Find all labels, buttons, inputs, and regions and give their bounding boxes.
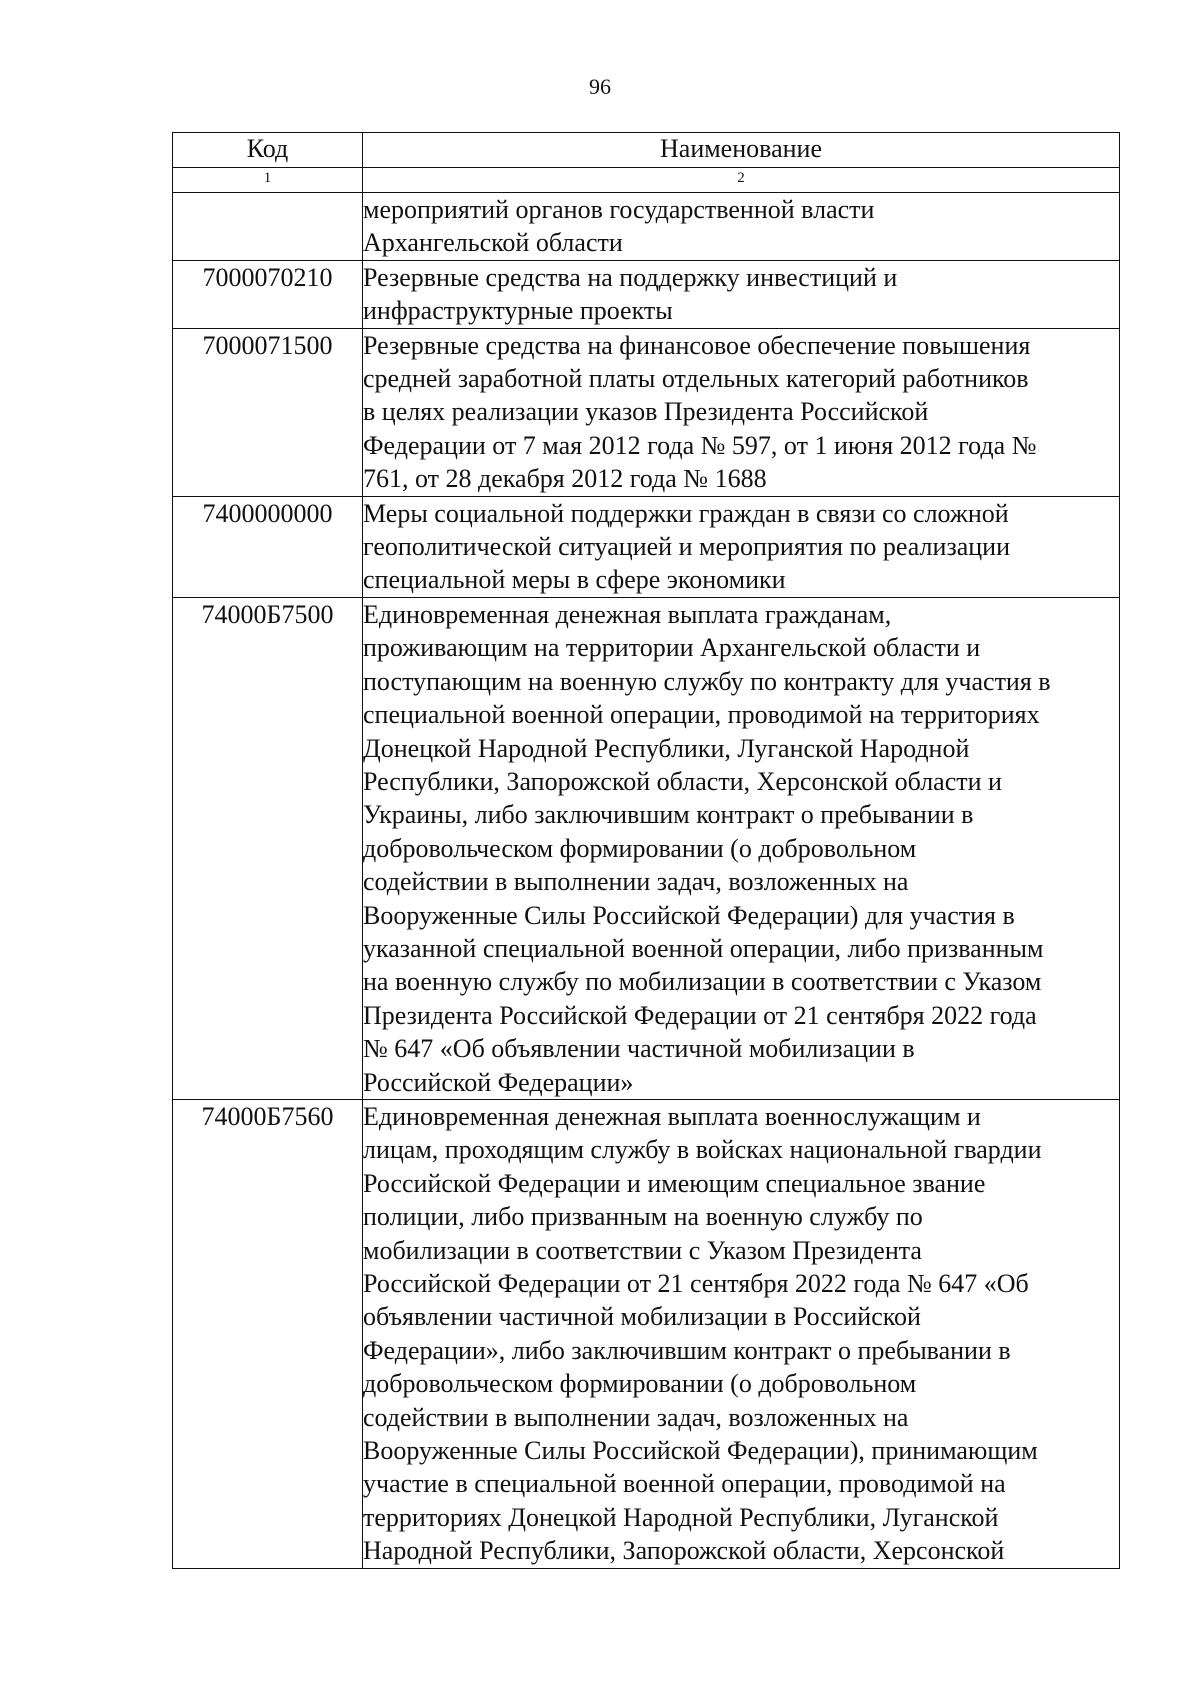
table-row [173, 328, 1120, 496]
table-header-row [173, 133, 1120, 168]
header-code: Код [173, 133, 363, 168]
table-row [173, 496, 1120, 597]
row-name: Резервные средства на поддержку инвестиций и инфраструктурные проекты [363, 260, 1120, 328]
table-row [173, 193, 1120, 261]
table-row [173, 1099, 1120, 1568]
column-number-row [173, 168, 1120, 193]
row-name: Единовременная денежная выплата военнослужащим и лицам, проходящим службу в войсках национальной гвардии Российской Федерации и имеющим специальное звание полиции, либо призванным на военную службу по мобилизации в соответствии с Указом Президента Российской Федерации от 21 сентября 2022 года № 647 «Об объявлении частичной мобилизации в Российской Федерации», либо заключившим контракт о пребывании в добровольческом формировании (о добровольном содействии в выполнении задач, возложенных на Вооруженные Силы Российской Федерации), принимающим участие в специальной военной операции, проводимой на территориях Донецкой Народной Республики, Луганской Народной Республики, Запорожской области, Херсонской [363, 1099, 1120, 1568]
row-code [173, 193, 363, 261]
budget-code-table [172, 132, 1120, 1569]
row-name: Единовременная денежная выплата гражданам, проживающим на территории Архангельской области и поступающим на военную службу по контракту для участия в специальной военной операции, проводимой на территориях Донецкой Народной Республики, Луганской Народной Республики, Запорожской области, Херсонской области и Украины, либо заключившим контракт о пребывании в добровольческом формировании (о добровольном содействии в выполнении задач, возложенных на Вооруженные Силы Российской Федерации) для участия в указанной специальной военной операции, либо призванным на военную службу по мобилизации в соответствии с Указом Президента Российской Федерации от 21 сентября 2022 года № 647 «Об объявлении частичной мобилизации в Российской Федерации» [363, 597, 1120, 1099]
row-name: Резервные средства на финансовое обеспечение повышения средней заработной платы отдельных категорий работников в целях реализации указов Президента Российской Федерации от 7 мая 2012 года № 597, от 1 июня 2012 года № 761, от 28 декабря 2012 года № 1688 [363, 328, 1120, 496]
column-number-code: 1 [173, 168, 363, 193]
row-name: Меры социальной поддержки граждан в связи со сложной геополитической ситуацией и мероприятия по реализации специальной меры в сфере экономики [363, 496, 1120, 597]
row-code: 7400000000 [173, 496, 363, 597]
row-name: мероприятий органов государственной власти Архангельской области [363, 193, 1120, 261]
row-code: 7000071500 [173, 328, 363, 496]
row-code: 7000070210 [173, 260, 363, 328]
header-name: Наименование [363, 133, 1120, 168]
row-code: 74000Б7500 [173, 597, 363, 1099]
row-code: 74000Б7560 [173, 1099, 363, 1568]
page-number: 96 [589, 74, 611, 99]
table-row [173, 597, 1120, 1099]
column-number-name: 2 [363, 168, 1120, 193]
table-row [173, 260, 1120, 328]
